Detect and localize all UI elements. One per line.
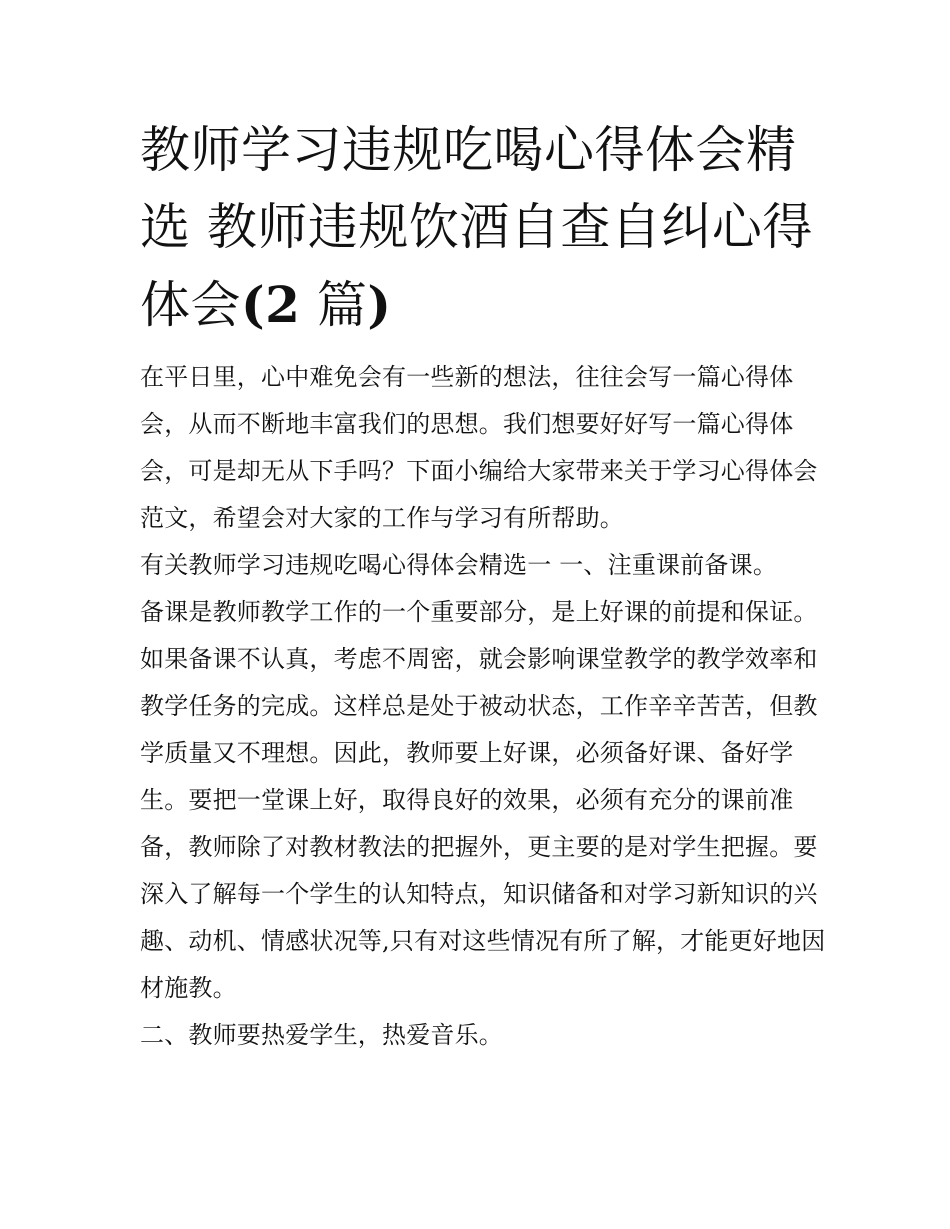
section-heading-paragraph: 有关教师学习违规吃喝心得体会精选一 一、注重课前备课。 bbox=[140, 551, 778, 579]
title-line-3-end: ) bbox=[367, 275, 392, 334]
body-paragraph: 备课是教师教学工作的一个重要部分，是上好课的前提和保证。如果备课不认真，考虑不周密，就会影响课堂教学的教学效率和教学任务的完成。这样总是处于被动状态，工作辛辛苦苦，但教学质量又不理想。因此，教师要上好课，必须备好课、备好学生。要把一堂课上好，取得良好的效果，必须有充分的课前准备，教师除了对教材教法的把握外，更主要的是对学生把握。要深入了解每一个学生的认知特点，知识储备和对学习新知识的兴趣、动机、情感状况等,只有对这些情况有所了解，才能更好地因材施教。 bbox=[140, 598, 826, 1002]
document-content bbox=[140, 112, 830, 1059]
subheading-paragraph: 二、教师要热爱学生，热爱音乐。 bbox=[140, 1021, 503, 1049]
title-line-2: 选 教师违规饮酒自查自纠心得 bbox=[140, 198, 813, 256]
title-line-1: 教师学习违规吃喝心得体会精 bbox=[140, 121, 797, 179]
title-line-3-bold-number: (2 bbox=[241, 275, 301, 334]
title-line-3-mid: 篇 bbox=[300, 276, 368, 334]
document-title bbox=[140, 112, 830, 344]
title-line-3-prefix: 体会 bbox=[140, 276, 241, 334]
intro-paragraph: 在平日里，心中难免会有一些新的想法，往往会写一篇心得体会，从而不断地丰富我们的思想。我们想要好好写一篇心得体会，可是却无从下手吗？下面小编给大家带来关于学习心得体会范文，希望会对大家的工作与学习有所帮助。 bbox=[140, 363, 818, 532]
